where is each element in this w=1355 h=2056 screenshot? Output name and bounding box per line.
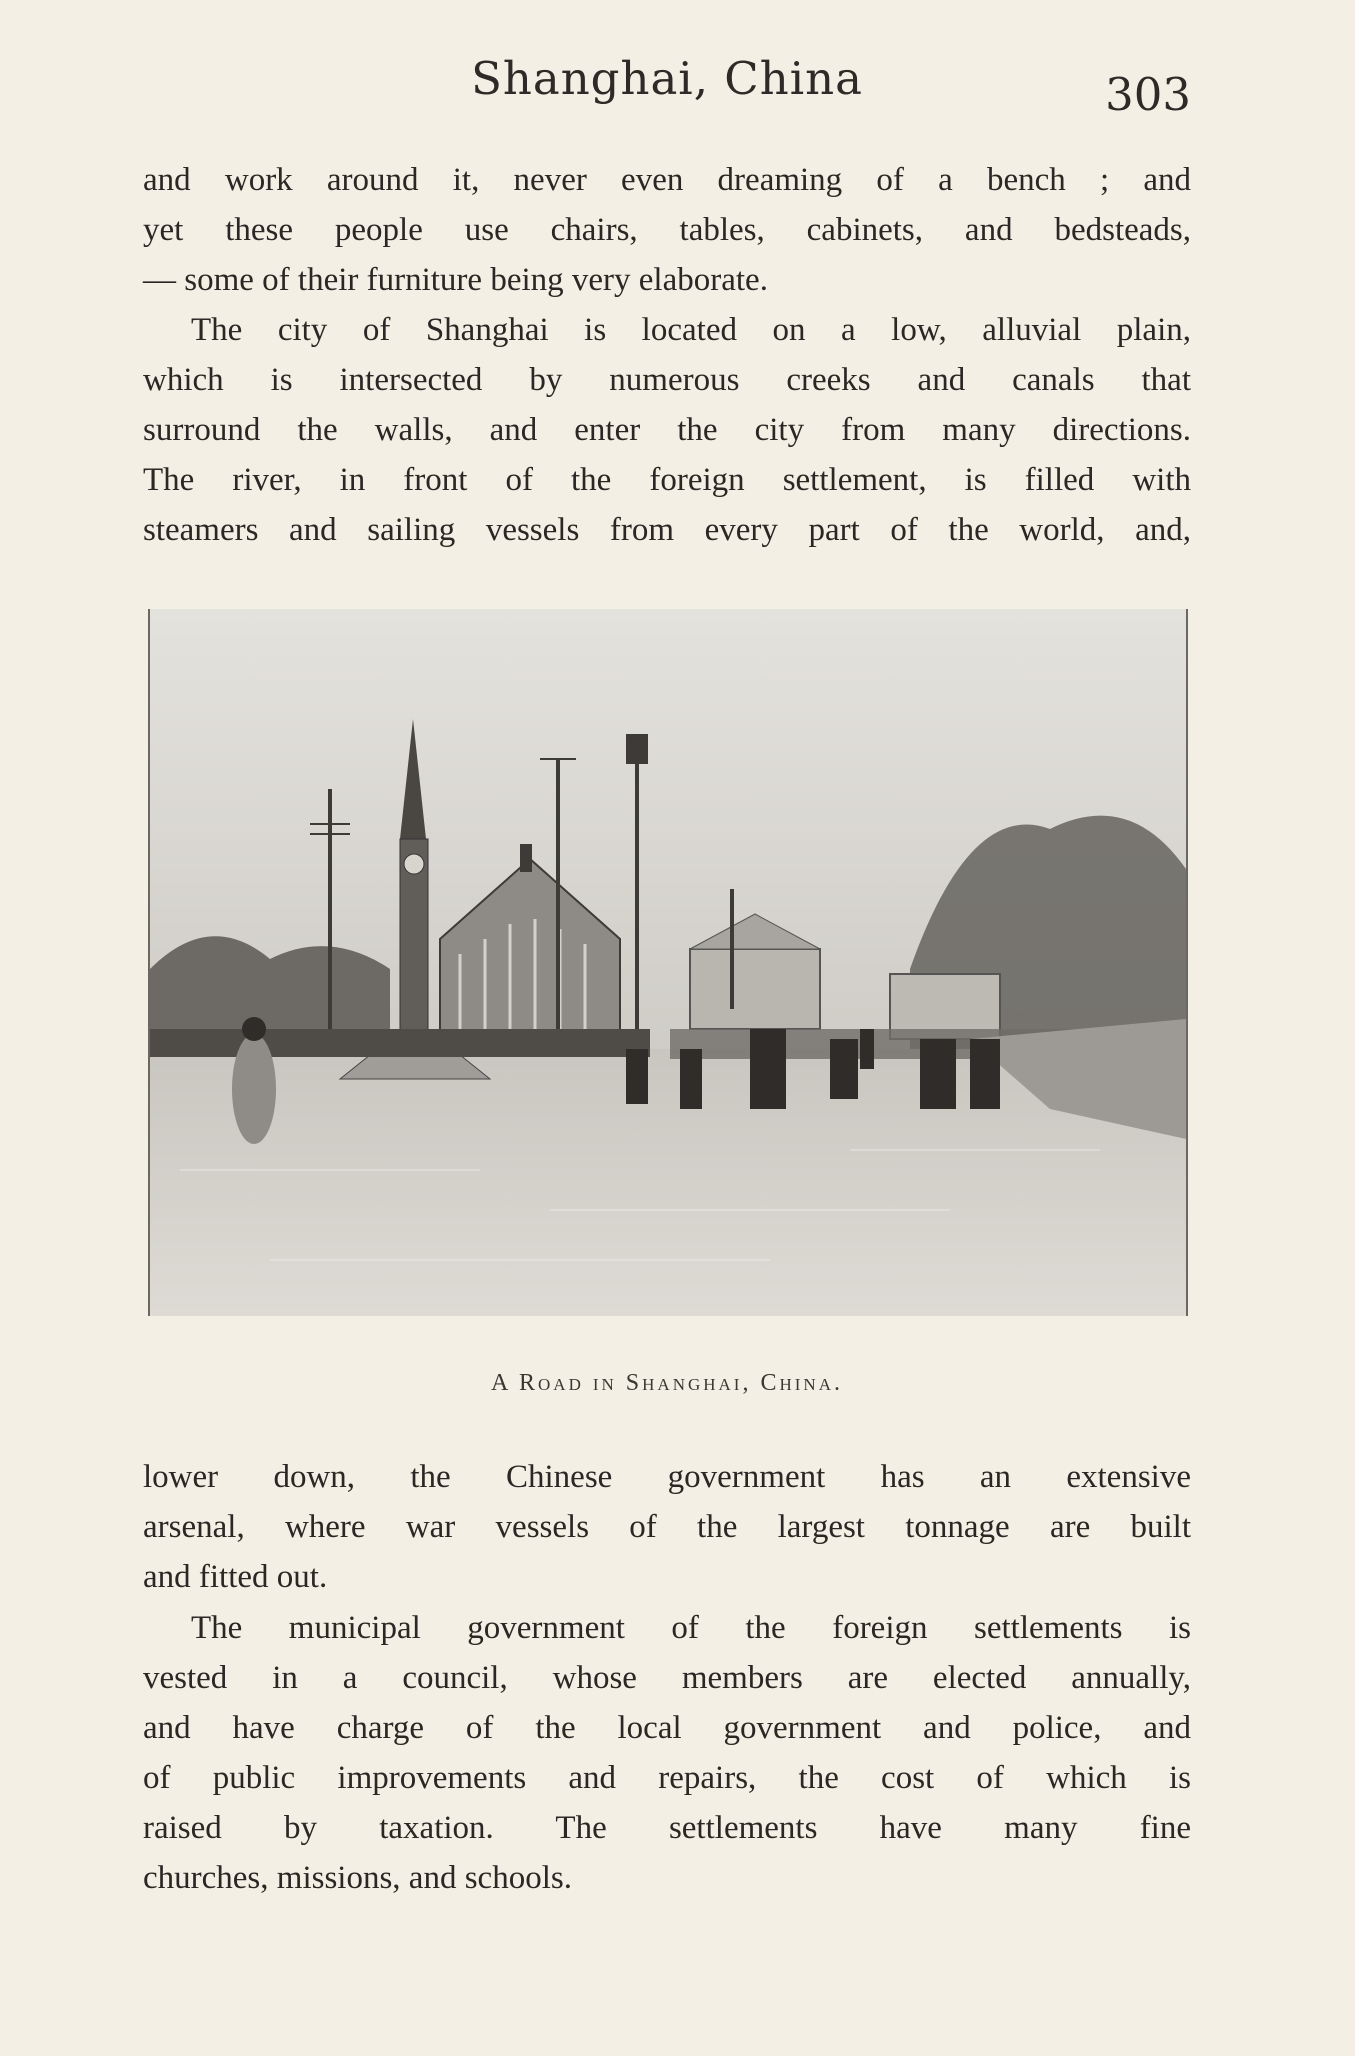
paragraph-1	[143, 155, 1191, 305]
text-line: and have charge of the local government and police, and	[143, 1710, 1191, 1746]
text-line: arsenal, where war vessels of the largest tonnage are built	[143, 1509, 1191, 1545]
running-title: Shanghai, China	[471, 52, 863, 105]
text-line: The municipal government of the foreign settlements is	[191, 1610, 1191, 1646]
paragraph-3	[143, 1452, 1191, 1602]
street-photograph	[148, 609, 1188, 1316]
text-line: vested in a council, whose members are elected annually,	[143, 1660, 1191, 1696]
text-line: lower down, the Chinese government has an extensive	[143, 1459, 1191, 1495]
text-line: raised by taxation. The settlements have many fine	[143, 1810, 1191, 1846]
figure-caption: A Road in Shanghai, China.	[491, 1370, 843, 1396]
text-line: — some of their furniture being very elaborate.	[143, 262, 768, 298]
text-line: steamers and sailing vessels from every part of the world, and,	[143, 512, 1191, 548]
text-line: and fitted out.	[143, 1559, 328, 1595]
text-line: surround the walls, and enter the city from many directions.	[143, 412, 1191, 448]
page-number: 303	[1105, 68, 1191, 121]
text-line: which is intersected by numerous creeks and canals that	[143, 362, 1191, 398]
page-header	[143, 52, 1191, 122]
text-line: The river, in front of the foreign settlement, is filled with	[143, 462, 1191, 498]
text-line: of public improvements and repairs, the cost of which is	[143, 1760, 1191, 1796]
text-line: yet these people use chairs, tables, cabinets, and bedsteads,	[143, 212, 1191, 248]
text-line: and work around it, never even dreaming of a bench ; and	[143, 162, 1191, 198]
paragraph-4	[143, 1603, 1191, 1903]
text-line: churches, missions, and schools.	[143, 1860, 572, 1896]
paragraph-2	[143, 305, 1191, 555]
text-line: The city of Shanghai is located on a low, alluvial plain,	[191, 312, 1191, 348]
